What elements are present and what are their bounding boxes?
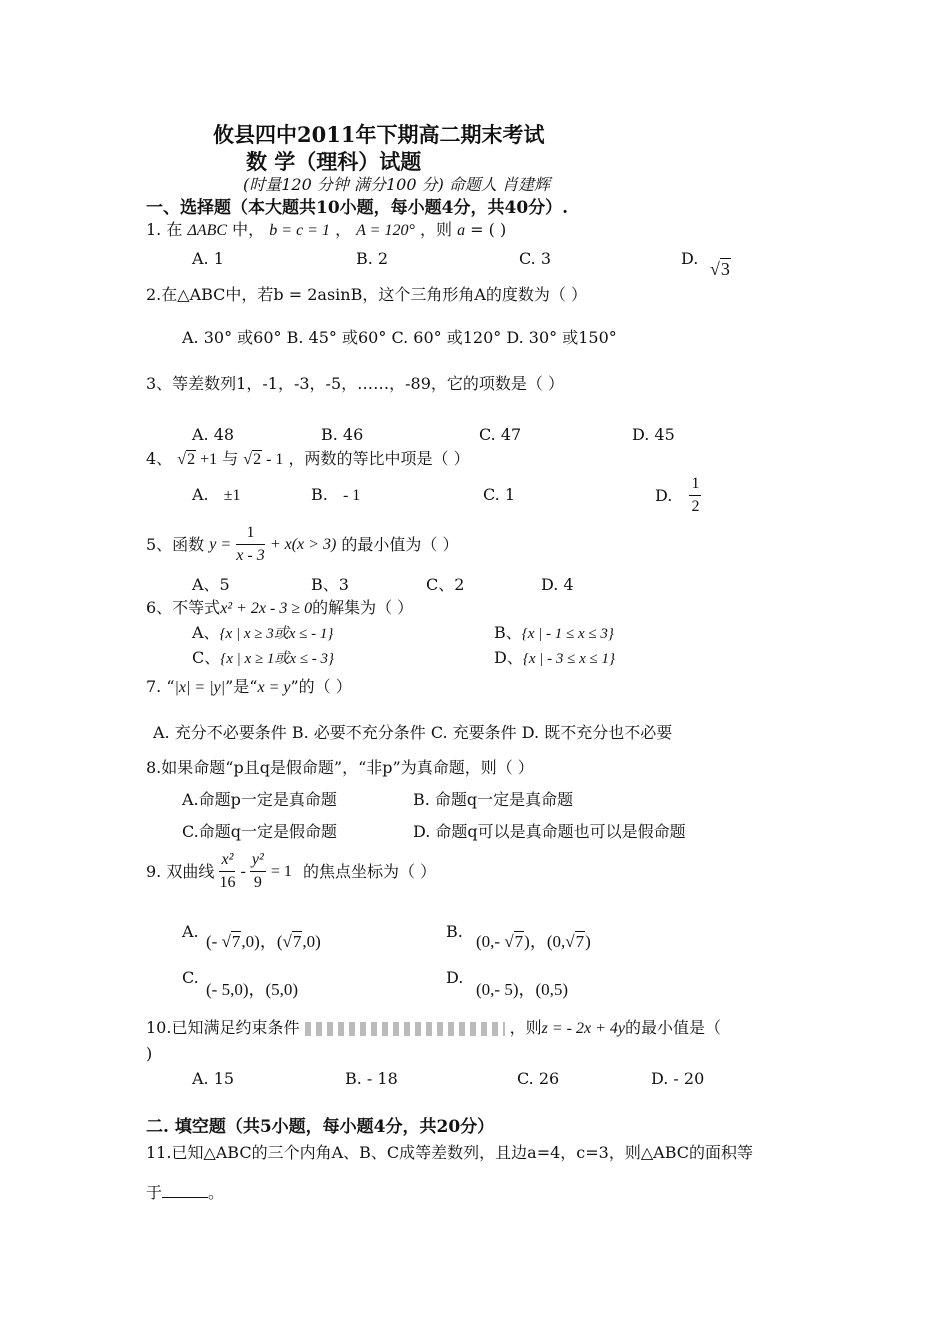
question-8: 8.如果命题“p且q是假命题”，“非p”为真命题，则（ ） (146, 758, 534, 777)
q1-var: a (457, 222, 466, 239)
q4-expr-2: √2 - 1 (243, 451, 284, 468)
q6-option-c: C、{x | x ≥ 1或x ≤ - 3} (192, 648, 335, 667)
q8-option-d: D. 命题q可以是真命题也可以是假命题 (413, 822, 686, 841)
question-7: 7. “|x| = |y|”是“x = y”的（ ） (146, 677, 352, 696)
q1-option-c: C. 3 (519, 249, 552, 268)
q5-fraction: $\frac{1}{x - 3}$ (236, 524, 265, 564)
question-11: 11.已知△ABC的三个内角A、B、C成等差数列，且边a=4，c=3，则△ABC的面积等 (146, 1143, 753, 1162)
q1-option-b: B. 2 (356, 249, 389, 268)
q8-option-c: C.命题q一定是假命题 (182, 822, 338, 841)
q5-option-c: C、2 (426, 575, 465, 594)
q1-stem-end: = ( ) (470, 220, 507, 239)
q3-option-a: A. 48 (192, 425, 235, 444)
q9-option-d: (0,- 5)，(0,5) (476, 980, 569, 999)
q1-cond2: A = 120° (356, 222, 415, 239)
question-10: 10.已知满足约束条件 ，则z = - 2x + 4y的最小值是（ (146, 1018, 722, 1037)
q10-option-c: C. 26 (517, 1069, 560, 1088)
exam-title: 攸县四中2011年下期高二期末考试 (213, 122, 545, 147)
q5-option-d: D. 4 (541, 575, 574, 594)
question-9: 9. 双曲线 $\frac{\text{x²}}{16}$ - $\frac{\text{y²}}{9}$ = 1 的焦点坐标为（ ） (146, 851, 437, 891)
q3-option-b: B. 46 (321, 425, 364, 444)
q9-option-c-label: C. (182, 968, 199, 987)
q9-fraction-y: $\frac{\text{y²}}{9}$ (251, 851, 264, 891)
answer-blank[interactable] (162, 1197, 208, 1198)
section-2-heading: 二. 填空题（共5小题，每小题4分，共20分） (146, 1117, 495, 1137)
q4-option-d: D. $\frac{1}{2}$ (655, 475, 700, 515)
q9-option-c: (- 5,0)，(5,0) (206, 980, 299, 999)
q9-option-d-label: D. (446, 968, 464, 987)
q10-option-d: D. - 20 (651, 1069, 705, 1088)
q5-option-a: A、5 (192, 575, 230, 594)
q1-stem-mid2: ，则 (419, 220, 452, 239)
q6-option-d: D、{x | - 3 ≤ x ≤ 1} (494, 648, 615, 667)
q9-option-b-label: B. (446, 922, 463, 941)
q4-mid: 与 (222, 449, 239, 468)
q6-option-a: A、{x | x ≥ 3或x ≤ - 1} (192, 623, 334, 642)
constraint-system-image (305, 1022, 505, 1036)
q4-option-c: C. 1 (483, 485, 516, 504)
q4-post: ，两数的等比中项是（ ） (288, 449, 470, 468)
q4-expr-1: √2 +1 (177, 451, 218, 468)
q1-stem-pre: 1. 在 (146, 220, 183, 239)
q10-expr: z = - 2x + 4y (541, 1020, 626, 1037)
q2-options: A. 30° 或60° B. 45° 或60° C. 60° 或120° D. 30° 或150° (182, 328, 617, 347)
q10-option-a: A. 15 (192, 1069, 235, 1088)
q10-option-b: B. - 18 (345, 1069, 398, 1088)
q1-cond1: b = c = 1 (269, 222, 330, 239)
question-3: 3、等差数列1，-1，-3，-5，……，-89，它的项数是（ ） (146, 374, 564, 393)
q7-expr-1: |x| = |y| (174, 679, 226, 696)
question-5: 5、函数 y = $\frac{1}{x - 3}$ + x(x > 3) 的最小值为（ ） (146, 524, 459, 564)
q9-option-b: (0,- √7)，(0,√7) (476, 932, 591, 951)
question-6: 6、不等式x² + 2x - 3 ≥ 0的解集为（ ） (146, 598, 414, 617)
q7-options: A. 充分不必要条件 B. 必要不充分条件 C. 充要条件 D. 既不充分也不必要 (153, 723, 673, 742)
q7-expr-2: x = y (257, 679, 291, 696)
q1-comma: ， (335, 220, 352, 239)
q9-option-a-label: A. (182, 922, 199, 941)
question-11-line-2: 于 。 (146, 1183, 225, 1202)
q5-option-b: B、3 (311, 575, 349, 594)
question-2: 2.在△ABC中，若b = 2asinB，这个三角形角A的度数为（ ） (146, 285, 587, 304)
q6-expr: x² + 2x - 3 ≥ 0 (220, 600, 313, 617)
q4-pre: 4、 (146, 449, 173, 468)
q6-option-b: B、{x | - 1 ≤ x ≤ 3} (494, 623, 614, 642)
q9-option-a: (- √7,0)，(√7,0) (206, 932, 321, 951)
q9-fraction-x: $\frac{\text{x²}}{16}$ (219, 851, 236, 891)
exam-subtitle: 数 学（理科）试题 (246, 149, 422, 174)
question-4 (146, 451, 470, 468)
q8-option-b: B. 命题q一定是真命题 (413, 790, 574, 809)
q3-option-c: C. 47 (479, 425, 522, 444)
section-1-heading: 一、选择题（本大题共10小题，每小题4分，共40分）. (146, 198, 569, 218)
q1-option-a: A. 1 (192, 249, 224, 268)
q3-option-d: D. 45 (632, 425, 675, 444)
question-1 (146, 222, 506, 239)
q1-stem-mid1: 中， (232, 220, 265, 239)
q1-option-d-value: √3 (710, 259, 730, 279)
q8-option-a: A.命题p一定是真命题 (182, 790, 337, 809)
exam-info: (时量120 分钟 满分100 分) 命题人 肖建辉 (243, 175, 550, 194)
q1-option-d: D. (681, 249, 699, 268)
q4-option-a: A. ±1 (192, 485, 241, 504)
q1-triangle: ΔABC (187, 222, 228, 239)
q4-option-b: B. - 1 (311, 485, 361, 504)
q10-closing-paren: ) (146, 1044, 153, 1063)
